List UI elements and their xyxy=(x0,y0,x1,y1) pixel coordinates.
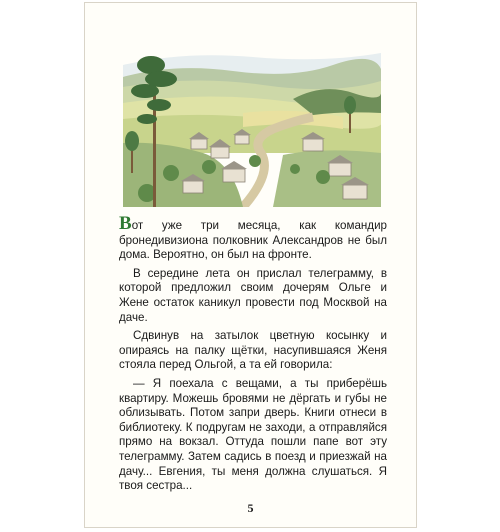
paragraph-1-text: от уже три месяца, как командир бронедивизиона полковник Александров не был дома. Вероятно, он был на фронте. xyxy=(119,219,387,262)
paragraph-3: Сдвинув на затылок цветную косынку и опираясь на палку щётки, насупившаяся Женя стояла перед Ольгой, а та ей говорила: xyxy=(119,329,387,372)
page-number: 5 xyxy=(247,501,254,515)
story-text xyxy=(119,213,387,494)
drop-cap: В xyxy=(119,213,132,234)
village-landscape-image xyxy=(123,43,381,207)
paragraph-1 xyxy=(119,213,387,263)
village-landscape-illustration xyxy=(123,43,381,207)
paragraph-4: — Я поехала с вещами, а ты приберёшь квартиру. Можешь бровями не дёргать и губы не облизывать. Потом запри дверь. Книги отнеси в библиотеку. К подругам не заходи, а отправляйся прямо на вокзал. Оттуда пошли папе вот эту телеграмму. Затем садись в поезд и приезжай на дачу... Евгения, ты меня должна слушаться. Я твоя сестра... xyxy=(119,376,387,493)
paragraph-2: В середине лета он прислал телеграмму, в которой предложил своим дочерям Ольге и Жене остаток каникул провести под Москвой на даче. xyxy=(119,266,387,324)
book-page xyxy=(84,2,417,528)
